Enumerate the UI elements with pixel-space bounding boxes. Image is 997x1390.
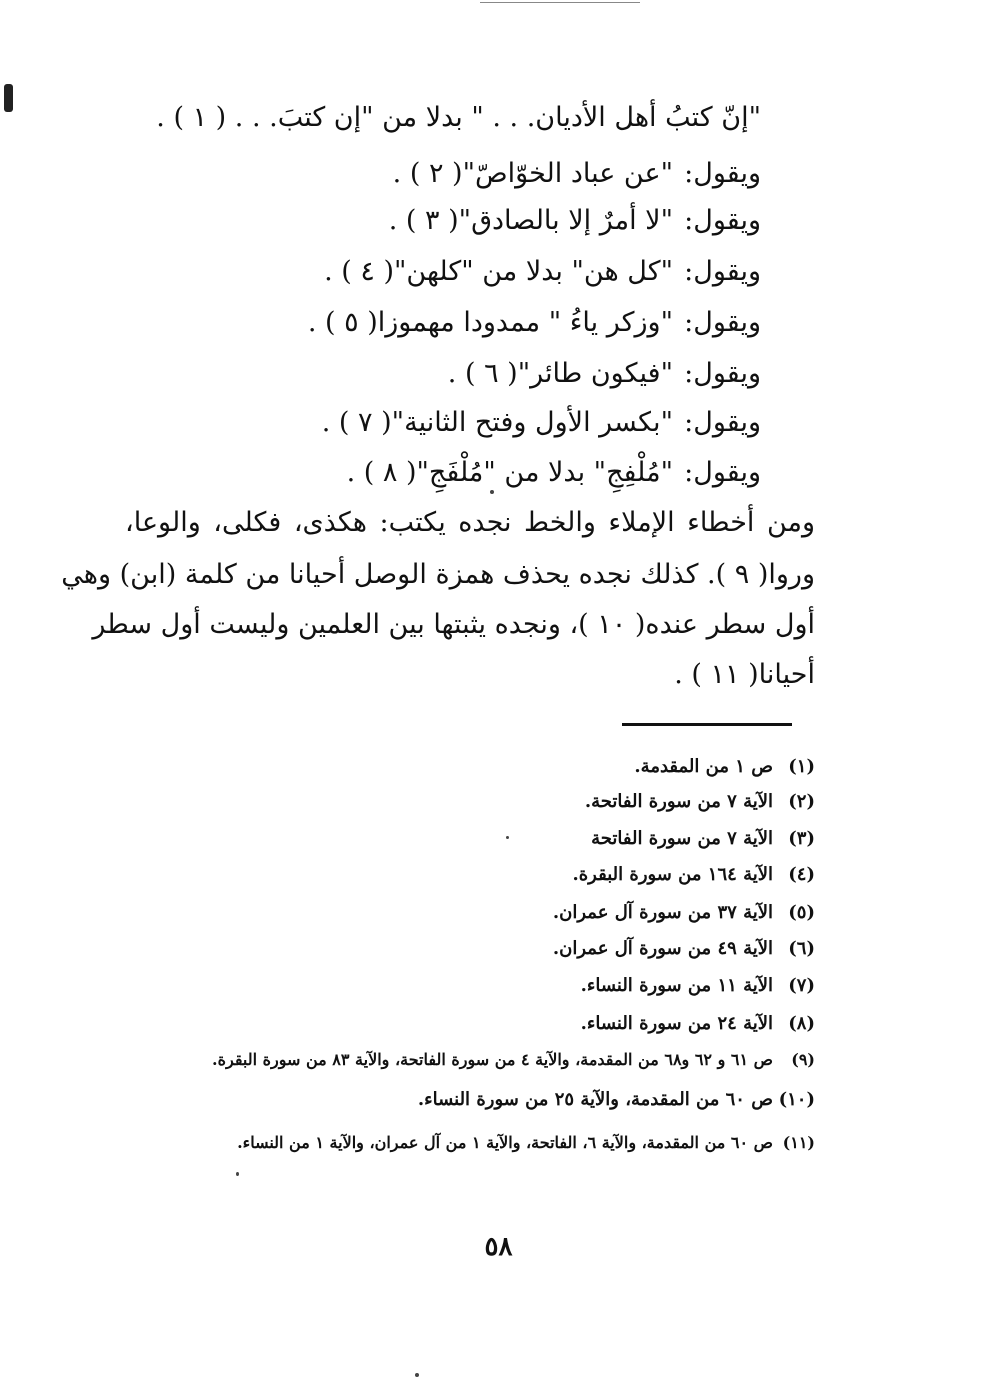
footnote-number: (١١) [782,1133,815,1152]
footnote-number: (١٠) [778,1089,815,1110]
citation-line [324,254,761,290]
citation-prefix: ويقول: [684,457,761,488]
citation-line [393,156,761,192]
footnote-text: الآية ٧ من سورة الفاتحة [591,828,773,849]
footnote-text: ص ٦٠ من المقدمة، والآية ٢٥ من سورة النساء. [417,1089,773,1110]
footnote-number: (٣) [788,828,815,849]
quote-line: "إنّ كتبُ أهل الأديان. . . " بدلا من "إن كتبَ. . . ( ١ ) . [156,102,761,133]
citation-prefix: ويقول: [684,407,761,438]
footnote [212,1047,815,1073]
footnote-separator [622,723,792,726]
paragraph-line: وروا( ٩ ). كذلك نجده يحذف همزة الوصل أحيانا من كلمة (ابن) وهي [61,559,815,590]
footnote-text: الآية ١١ من سورة النساء. [580,975,773,996]
footnote-number: (٥) [788,902,815,923]
citation-text: "بكسر الأول وفتح الثانية"( ٧ ) . [321,407,673,438]
citation-text: "فيكون طائر"( ٦ ) . [447,358,673,389]
page-number: ٥٨ [484,1232,513,1262]
citation-line [322,405,761,441]
citation-line [448,356,761,392]
footnote-text: ص ٦٠ من المقدمة، والآية ٦، الفاتحة، والآية ١ من آل عمران، والآية ١ من النساء. [237,1133,773,1152]
scan-speck [490,490,494,494]
footnote-number: (٨) [788,1013,815,1034]
footnote [418,1087,815,1113]
footnote-number: (٧) [788,975,815,996]
scan-speck [506,836,509,839]
scan-speck [415,1373,419,1377]
footnote [591,826,815,852]
citation-line [389,203,761,239]
footnote [581,1011,815,1037]
citation-prefix: ويقول: [684,256,761,287]
footnote [553,900,815,926]
footnote-text: ص ١ من المقدمة. [634,756,773,777]
footnote-text: الآية ٢٤ من سورة النساء. [580,1013,773,1034]
footnote-text: الآية ٤٩ من سورة آل عمران. [552,938,773,959]
footnote-number: (٦) [788,938,815,959]
paragraph-line: أول سطر عنده( ١٠ )، ونجده يثبتها بين العلمين وليست أول سطر [92,609,815,640]
citation-text: "عن عباد الخوّاصّ"( ٢ ) . [392,158,673,189]
footnote [585,789,815,815]
footnote-text: ص ٦١ و ٦٢ و٦٨ من المقدمة، والآية ٤ من سورة الفاتحة، والآية ٨٣ من سورة البقرة. [212,1050,773,1069]
footnote-text: الآية ١٦٤ من سورة البقرة. [572,864,773,885]
citation-text: "كل هن" بدلا من "كلهن"( ٤ ) . [324,256,673,287]
citation-line [308,305,761,341]
citation-text: "وزكر ياءُ " ممدودا مهموزا( ٥ ) . [307,307,673,338]
footnote [553,936,815,962]
footnote [237,1130,815,1156]
footnote [572,862,815,888]
footnote-number: (٤) [788,864,815,885]
footnote-text: الآية ٣٧ من سورة آل عمران. [552,902,773,923]
citation-text: "مُلْفِجِ" بدلا من "مُلْفَجِ"( ٨ ) . [346,457,673,488]
citation-prefix: ويقول: [684,158,761,189]
footnote-number: (٩) [791,1050,815,1069]
footnote-number: (١) [788,756,815,777]
footnote-number: (٢) [788,791,815,812]
top-rule [480,2,640,3]
citation-prefix: ويقول: [684,205,761,236]
citation-prefix: ويقول: [684,358,761,389]
paragraph-line: ومن أخطاء الإملاء والخط نجده يكتب: هكذى، فكلى، والوعا، [125,507,815,538]
footnote [634,754,815,780]
scan-speck [236,1172,239,1176]
citation-prefix: ويقول: [684,307,761,338]
citation-text: "لا أمرٌ إلا بالصادق"( ٣ ) . [388,205,673,236]
citation-line [347,455,761,491]
margin-mark [4,84,13,112]
footnote-text: الآية ٧ من سورة الفاتحة. [584,791,773,812]
paragraph-line: أحيانا( ١١ ) . [674,659,815,690]
footnote [581,973,815,999]
